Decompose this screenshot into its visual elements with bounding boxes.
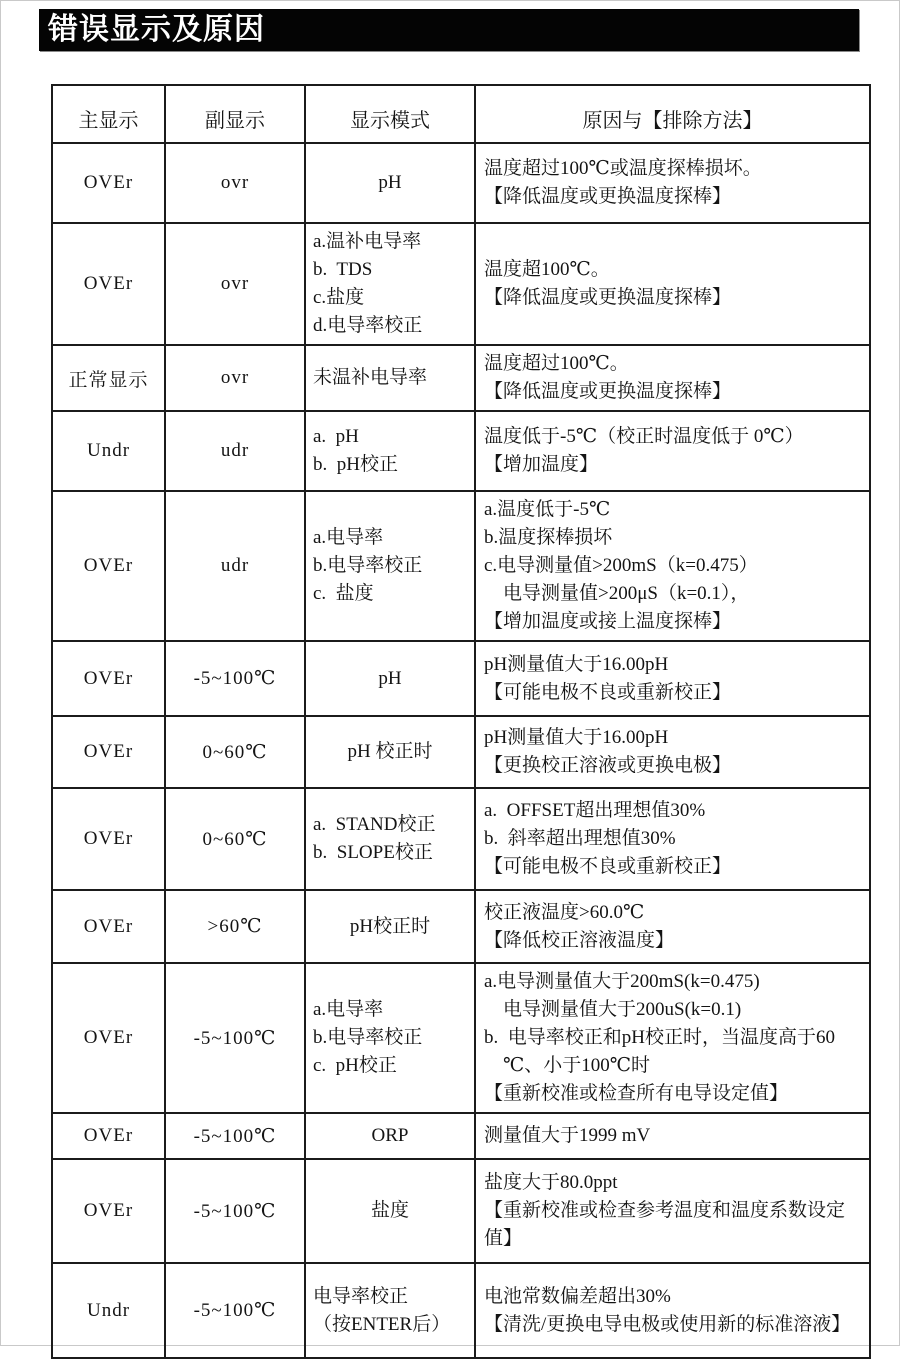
cause-line: 【降低温度或更换温度探棒】 — [484, 186, 732, 207]
cause-line: 温度低于-5℃（校正时温度低于 0℃） — [484, 426, 804, 447]
mode-line: 未温补电导率 — [313, 367, 428, 388]
table-row — [52, 223, 870, 345]
cell-main-display: Undr — [52, 411, 165, 491]
cause-line: a. OFFSET超出理想值30% — [484, 800, 706, 821]
cell-cause-remedy — [475, 788, 870, 890]
table-row — [52, 1263, 870, 1358]
mode-line: b. SLOPE校正 — [313, 842, 433, 863]
cell-sub-display: ovr — [165, 345, 305, 411]
mode-line: b.电导率校正 — [313, 555, 423, 576]
col-header-cause-remedy: 原因与【排除方法】 — [475, 85, 870, 143]
cell-main-display: OVEr — [52, 223, 165, 345]
cell-display-mode — [305, 963, 475, 1113]
cause-line: b. 电导率校正和pH校正时，当温度高于60 — [484, 1027, 835, 1048]
cell-main-display: OVEr — [52, 1113, 165, 1159]
cell-display-mode — [305, 143, 475, 223]
table-row — [52, 788, 870, 890]
mode-line: a. STAND校正 — [313, 814, 436, 835]
error-table-body — [52, 143, 870, 1358]
table-row — [52, 641, 870, 716]
mode-line: pH — [378, 667, 402, 689]
cell-cause-remedy — [475, 345, 870, 411]
table-row — [52, 143, 870, 223]
cell-main-display: OVEr — [52, 143, 165, 223]
cause-line: 【清洗/更换电导电极或使用新的标准溶液】 — [484, 1313, 851, 1335]
cell-cause-remedy — [475, 963, 870, 1113]
mode-line: pH校正时 — [349, 915, 431, 937]
cell-sub-display: 0~60℃ — [165, 716, 305, 788]
page-title: 错误显示及原因 — [48, 13, 265, 46]
mode-line: c.盐度 — [313, 287, 365, 308]
cell-cause-remedy — [475, 1159, 870, 1263]
cell-cause-remedy — [475, 223, 870, 345]
cause-line: 校正液温度>60.0℃ — [484, 901, 645, 923]
mode-line: b.电导率校正 — [313, 1027, 423, 1048]
cell-main-display: 正常显示 — [52, 345, 165, 411]
mode-line: 电导率校正 — [313, 1285, 409, 1307]
cause-line: 盐度大于80.0ppt — [484, 1172, 618, 1193]
cell-display-mode — [305, 345, 475, 411]
table-row — [52, 491, 870, 641]
mode-line: c. pH校正 — [313, 1055, 397, 1076]
cause-line: pH测量值大于16.00pH — [484, 653, 669, 675]
mode-line: ORP — [371, 1125, 409, 1146]
cell-sub-display: udr — [165, 411, 305, 491]
table-row — [52, 1113, 870, 1159]
cell-display-mode — [305, 491, 475, 641]
cause-line: 【可能电极不良或重新校正】 — [484, 856, 732, 877]
cell-sub-display: ovr — [165, 223, 305, 345]
cause-line: 【重新校准或检查所有电导设定值】 — [484, 1083, 789, 1104]
cause-line: 温度超过100℃或温度探棒损坏。 — [484, 158, 762, 179]
cell-display-mode — [305, 716, 475, 788]
cell-sub-display: -5~100℃ — [165, 963, 305, 1113]
cause-line: 【增加温度】 — [484, 454, 599, 475]
cell-cause-remedy — [475, 716, 870, 788]
cause-line: 【可能电极不良或重新校正】 — [484, 681, 732, 703]
cell-cause-remedy — [475, 1263, 870, 1358]
cause-line: ℃、小于100℃时 — [484, 1055, 651, 1076]
mode-line: a. pH — [313, 426, 359, 447]
mode-line: pH 校正时 — [347, 741, 433, 762]
mode-line: a.温补电导率 — [313, 231, 422, 252]
cause-line: 【重新校准或检查参考温度和温度系数设定值】 — [484, 1200, 846, 1249]
cause-line: a.温度低于-5℃ — [484, 499, 611, 520]
table-row — [52, 1159, 870, 1263]
cause-line: 测量值大于1999 mV — [484, 1125, 651, 1146]
cell-sub-display: ovr — [165, 143, 305, 223]
table-row — [52, 963, 870, 1113]
mode-line: pH — [378, 172, 402, 193]
cell-display-mode — [305, 1113, 475, 1159]
cell-sub-display: udr — [165, 491, 305, 641]
mode-line: a.电导率 — [313, 999, 384, 1020]
cell-cause-remedy — [475, 411, 870, 491]
cell-sub-display: -5~100℃ — [165, 641, 305, 716]
cell-cause-remedy — [475, 641, 870, 716]
cell-display-mode — [305, 411, 475, 491]
mode-line: b. TDS — [313, 259, 373, 280]
cause-line: 【更换校正溶液或更换电极】 — [484, 755, 732, 776]
cause-line: 【增加温度或接上温度探棒】 — [484, 611, 732, 632]
table-row — [52, 411, 870, 491]
cause-line: b.温度探棒损坏 — [484, 527, 613, 548]
cell-cause-remedy — [475, 143, 870, 223]
cause-line: 温度超过100℃。 — [484, 353, 629, 374]
cell-sub-display: 0~60℃ — [165, 788, 305, 890]
cell-display-mode — [305, 788, 475, 890]
col-header-sub-display: 副显示 — [165, 85, 305, 143]
cell-display-mode — [305, 1263, 475, 1358]
cell-sub-display: -5~100℃ — [165, 1263, 305, 1358]
mode-line: c. 盐度 — [313, 583, 374, 604]
cell-main-display: OVEr — [52, 788, 165, 890]
cause-line: 电池常数偏差超出30% — [484, 1285, 671, 1307]
cause-line: 电导测量值>200μS（k=0.1）， — [484, 583, 750, 604]
cell-sub-display: -5~100℃ — [165, 1159, 305, 1263]
cell-main-display: OVEr — [52, 890, 165, 963]
col-header-main-display: 主显示 — [52, 85, 165, 143]
cell-cause-remedy — [475, 1113, 870, 1159]
cell-main-display: Undr — [52, 1263, 165, 1358]
cell-main-display: OVEr — [52, 491, 165, 641]
cause-line: c.电导测量值>200mS（k=0.475） — [484, 555, 758, 576]
cell-sub-display: >60℃ — [165, 890, 305, 963]
cause-line: 【降低温度或更换温度探棒】 — [484, 287, 732, 308]
cause-line: pH测量值大于16.00pH — [484, 727, 669, 748]
table-row — [52, 345, 870, 411]
cell-display-mode — [305, 1159, 475, 1263]
cell-display-mode — [305, 223, 475, 345]
cell-cause-remedy — [475, 491, 870, 641]
cell-main-display: OVEr — [52, 1159, 165, 1263]
cell-display-mode — [305, 890, 475, 963]
cell-display-mode — [305, 641, 475, 716]
cause-line: 【降低校正溶液温度】 — [484, 929, 675, 951]
cause-line: 温度超100℃。 — [484, 259, 610, 280]
page-title-bar — [39, 9, 859, 51]
cell-main-display: OVEr — [52, 963, 165, 1113]
cause-line: a.电导测量值大于200mS(k=0.475) — [484, 971, 760, 992]
error-table — [51, 84, 871, 1359]
mode-line: d.电导率校正 — [313, 315, 423, 336]
cause-line: 【降低温度或更换温度探棒】 — [484, 381, 732, 402]
cause-line: 电导测量值大于200uS(k=0.1) — [484, 999, 742, 1020]
table-row — [52, 716, 870, 788]
cause-line: b. 斜率超出理想值30% — [484, 828, 676, 849]
col-header-display-mode: 显示模式 — [305, 85, 475, 143]
mode-line: 盐度 — [370, 1200, 409, 1221]
table-row — [52, 890, 870, 963]
cell-main-display: OVEr — [52, 641, 165, 716]
cell-sub-display: -5~100℃ — [165, 1113, 305, 1159]
cell-cause-remedy — [475, 890, 870, 963]
table-header-row — [52, 85, 870, 143]
mode-line: （按ENTER后） — [313, 1313, 451, 1335]
cell-main-display: OVEr — [52, 716, 165, 788]
mode-line: a.电导率 — [313, 527, 384, 548]
mode-line: b. pH校正 — [313, 454, 398, 475]
